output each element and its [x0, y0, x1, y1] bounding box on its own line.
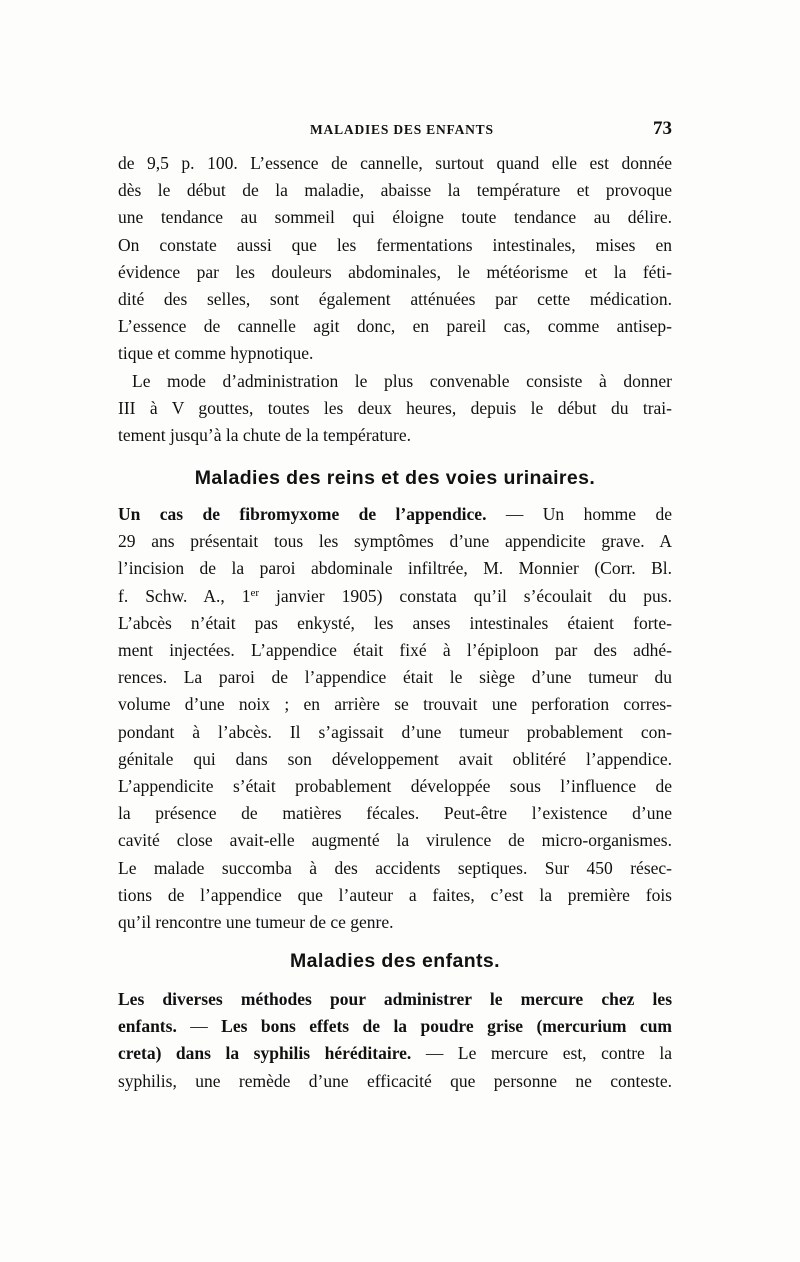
article-title: creta) dans la syphilis héréditaire.	[118, 1043, 412, 1064]
text-line: On constate aussi que les fermentations intestinales, mises en	[118, 234, 672, 255]
text-line: Le mode d’administration le plus convenable consiste à donner	[132, 370, 672, 391]
text-line: évidence par les douleurs abdominales, le météorisme et la féti-	[118, 261, 672, 282]
section-heading-children: Maladies des enfants.	[290, 950, 500, 973]
text-line: l’incision de la paroi abdominale infiltrée, M. Monnier (Corr. Bl.	[118, 558, 672, 579]
text-run: —	[176, 1016, 222, 1037]
article-title: Les bons effets de la poudre grise (mercurium cum	[221, 1016, 673, 1037]
text-line	[118, 1013, 672, 1040]
text-line	[118, 501, 672, 528]
text-line: III à V gouttes, toutes les deux heures, depuis le début du trai-	[118, 397, 672, 418]
text-block	[118, 150, 672, 1095]
running-head	[118, 120, 672, 142]
text-line: de 9,5 p. 100. L’essence de cannelle, surtout quand elle est donnée	[118, 153, 672, 173]
running-title: MALADIES DES ENFANTS	[310, 122, 494, 137]
text-run: janvier 1905) constata qu’il s’écoulait du pus.	[259, 585, 672, 606]
text-line: L’essence de cannelle agit donc, en pareil cas, comme antisep-	[118, 316, 672, 337]
paragraph-fibromyxome	[118, 501, 672, 936]
text-line: tions de l’appendice que l’auteur a faites, c’est la première fois	[118, 884, 672, 905]
text-line	[118, 583, 672, 610]
paragraph-mercury	[118, 986, 672, 1095]
text-line: une tendance au sommeil qui éloigne toute tendance au délire.	[118, 207, 672, 228]
text-line: volume d’une noix ; en arrière se trouvait une perforation corres-	[118, 694, 672, 715]
superscript: er	[250, 586, 260, 599]
text-line: 29 ans présentait tous les symptômes d’une appendicite grave. A	[118, 531, 672, 552]
paragraph-administration	[118, 368, 672, 450]
text-line: dès le début de la maladie, abaisse la température et provoque	[118, 180, 672, 201]
text-line: pondant à l’abcès. Il s’agissait d’une tumeur probablement con-	[118, 721, 672, 742]
text-line: L’abcès n’était pas enkysté, les anses intestinales étaient forte-	[118, 612, 672, 633]
text-line: rences. La paroi de l’appendice était le siège d’une tumeur du	[118, 667, 672, 688]
text-run: — Le mercure est, contre la	[411, 1043, 672, 1064]
text-line: cavité close avait-elle augmenté la virulence de micro-organismes.	[118, 830, 672, 851]
paragraph-cinnamon	[118, 150, 672, 368]
text-line: L’appendicite s’était probablement développée sous l’influence de	[118, 775, 672, 796]
text-line: syphilis, une remède d’une efficacité que personne ne conteste.	[118, 1070, 672, 1091]
text-line: tement jusqu’à la chute de la température.	[118, 424, 411, 445]
page-number: 73	[653, 118, 672, 139]
article-title: Un cas de fibromyxome de l’appendice.	[118, 504, 487, 525]
article-title: Les diverses méthodes pour administrer le mercure chez les	[118, 989, 672, 1010]
text-line: Le malade succomba à des accidents septiques. Sur 450 résec-	[118, 857, 672, 878]
article-title: enfants.	[118, 1016, 177, 1037]
text-run: f. Schw. A., 1	[118, 585, 251, 606]
text-line: dité des selles, sont également atténuées par cette médication.	[118, 288, 672, 309]
text-line: ment injectées. L’appendice était fixé à l’épiploon par des adhé-	[118, 640, 672, 660]
text-line: génitale qui dans son développement avait oblitéré l’appendice.	[118, 748, 672, 769]
text-line: qu’il rencontre une tumeur de ce genre.	[118, 911, 394, 932]
text-line: tique et comme hypnotique.	[118, 343, 314, 364]
text-run: — Un homme de	[486, 504, 672, 525]
text-line	[118, 1040, 672, 1067]
section-heading-kidneys: Maladies des reins et des voies urinaires.	[194, 467, 596, 490]
text-line: la présence de matières fécales. Peut-être l’existence d’une	[118, 803, 672, 824]
